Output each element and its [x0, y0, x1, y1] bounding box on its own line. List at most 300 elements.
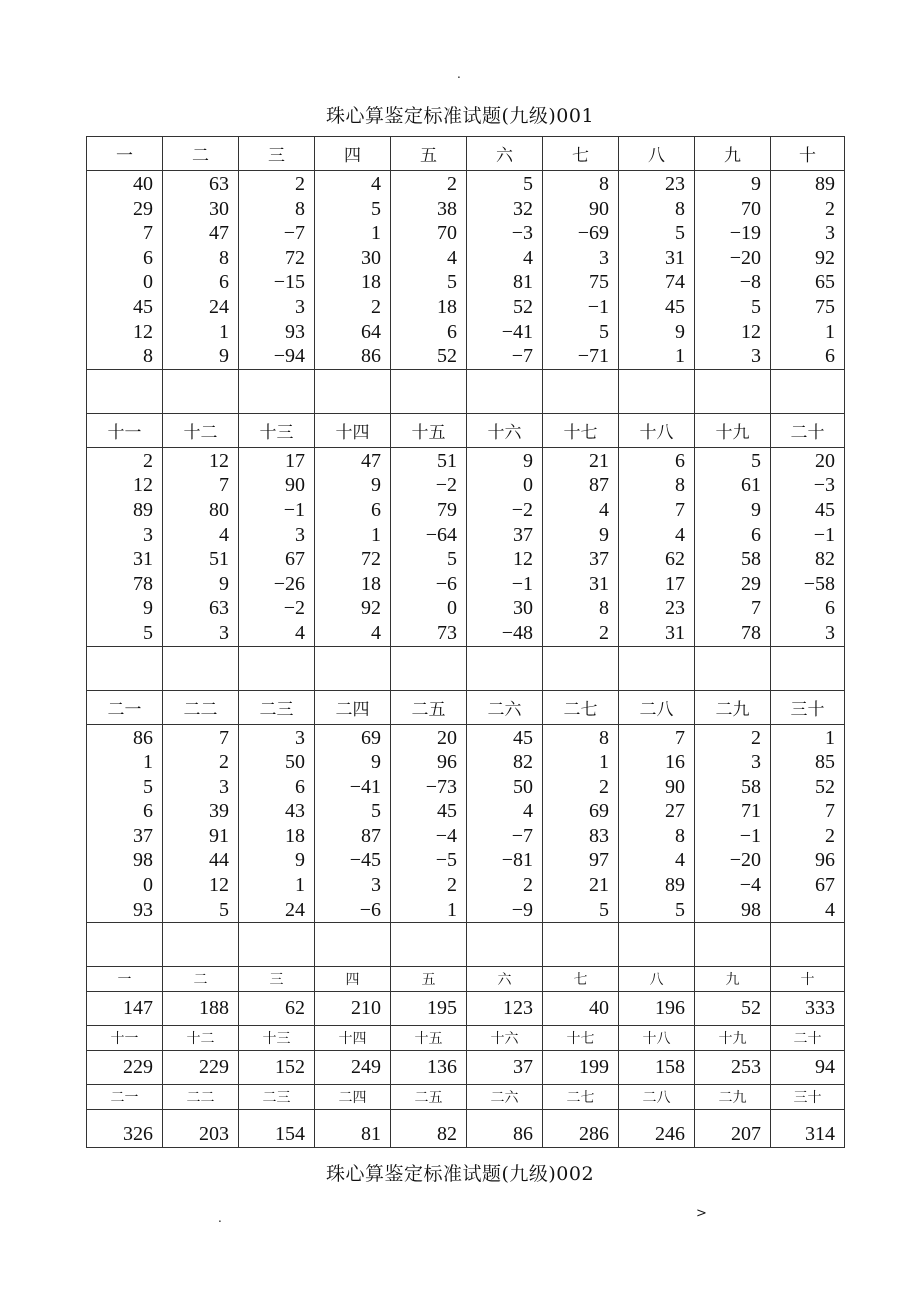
- addend-value: −20: [729, 849, 761, 872]
- addend-value: 4: [523, 800, 533, 823]
- addend-value: 7: [219, 474, 229, 497]
- question-number: 十四: [315, 413, 391, 447]
- question-column: [391, 447, 467, 646]
- addend-value: 9: [751, 173, 761, 195]
- question-column: [619, 447, 695, 646]
- answer-key-number: 五: [391, 967, 467, 992]
- next-test-title: 珠心算鉴定标准试题(九级)002: [325, 1163, 595, 1185]
- answer-key-number: 九: [695, 967, 771, 992]
- answer-blank-cell: [771, 923, 845, 967]
- answer-key-number: 十二: [163, 1026, 239, 1051]
- answer-blank-cell: [239, 923, 315, 967]
- answer-key-value: 333: [771, 992, 845, 1026]
- addend-value: 21: [589, 874, 609, 897]
- answer-key-number: 十六: [467, 1026, 543, 1051]
- addend-value: 3: [599, 246, 609, 269]
- answer-space-row: [87, 923, 845, 967]
- answer-key-value: 195: [391, 992, 467, 1026]
- answer-key-number: 二二: [163, 1085, 239, 1110]
- addend-value: 93: [133, 898, 153, 921]
- addend-value: 9: [675, 320, 685, 343]
- answer-blank-cell: [771, 646, 845, 690]
- addend-value: 98: [133, 849, 153, 872]
- addend-value: 6: [143, 800, 153, 823]
- question-column: [87, 447, 163, 646]
- addend-value: 78: [741, 621, 761, 644]
- answer-key-value: 203: [163, 1110, 239, 1148]
- answer-key-value: 81: [315, 1110, 391, 1148]
- addend-value: 70: [437, 222, 457, 245]
- addend-value: 52: [815, 775, 835, 798]
- footer-dot-mark: .: [218, 1211, 222, 1225]
- answer-blank-cell: [619, 923, 695, 967]
- addend-value: −1: [739, 824, 761, 847]
- addend-value: −58: [803, 572, 835, 595]
- answer-blank-cell: [163, 369, 239, 413]
- question-number: 十五: [391, 413, 467, 447]
- question-number: 二六: [467, 690, 543, 724]
- question-column: [163, 724, 239, 923]
- addend-value: 92: [815, 246, 835, 269]
- addend-value: −48: [501, 621, 533, 644]
- addend-value: 31: [665, 621, 685, 644]
- addend-value: 3: [219, 621, 229, 644]
- addend-value: 5: [447, 548, 457, 571]
- addend-value: 52: [513, 295, 533, 318]
- question-number: 二二: [163, 690, 239, 724]
- addend-value: 2: [143, 449, 153, 472]
- addend-value: 1: [371, 222, 381, 245]
- addend-value: −1: [283, 498, 305, 521]
- answer-key-number: 八: [619, 967, 695, 992]
- addend-value: 1: [447, 898, 457, 921]
- addend-value: 52: [437, 345, 457, 368]
- addend-value: 6: [371, 498, 381, 521]
- addend-value: 5: [675, 898, 685, 921]
- addend-value: 6: [447, 320, 457, 343]
- question-number: 十七: [543, 413, 619, 447]
- addend-value: 47: [209, 222, 229, 245]
- question-column: [87, 724, 163, 923]
- addend-value: 30: [361, 246, 381, 269]
- addend-value: 23: [665, 597, 685, 620]
- addend-value: 6: [675, 449, 685, 472]
- question-number: 三: [239, 137, 315, 171]
- answer-key-values-row: [87, 1051, 845, 1085]
- answer-blank-cell: [619, 369, 695, 413]
- answer-key-value: 86: [467, 1110, 543, 1148]
- addend-value: 72: [361, 548, 381, 571]
- answer-key-value: 210: [315, 992, 391, 1026]
- addend-value: 1: [295, 874, 305, 897]
- answer-blank-cell: [467, 369, 543, 413]
- answer-key-values-row: [87, 1110, 845, 1148]
- answer-key-value: 207: [695, 1110, 771, 1148]
- addend-value: 63: [209, 597, 229, 620]
- addend-value: 97: [589, 849, 609, 872]
- question-number: 六: [467, 137, 543, 171]
- addend-value: 18: [361, 271, 381, 294]
- addend-value: 8: [295, 197, 305, 220]
- addend-value: 9: [751, 498, 761, 521]
- addend-value: 51: [437, 449, 457, 472]
- addend-value: 5: [599, 898, 609, 921]
- addend-value: 32: [513, 197, 533, 220]
- question-number: 十六: [467, 413, 543, 447]
- addend-value: −19: [729, 222, 761, 245]
- answer-blank-cell: [163, 646, 239, 690]
- addend-value: 12: [513, 548, 533, 571]
- answer-key-value: 199: [543, 1051, 619, 1085]
- addend-value: 92: [361, 597, 381, 620]
- addend-value: 9: [599, 523, 609, 546]
- addend-value: 96: [437, 751, 457, 774]
- addend-value: 93: [285, 320, 305, 343]
- addend-value: 86: [133, 726, 153, 749]
- addend-value: 0: [143, 874, 153, 897]
- addend-value: 90: [665, 775, 685, 798]
- addend-value: 39: [209, 800, 229, 823]
- answer-key-number: 十五: [391, 1026, 467, 1051]
- addend-value: 5: [751, 295, 761, 318]
- addend-value: 6: [825, 345, 835, 368]
- answer-key-number: 十: [771, 967, 845, 992]
- answer-key-value: 326: [87, 1110, 163, 1148]
- addend-value: 18: [361, 572, 381, 595]
- answer-key-number: 十九: [695, 1026, 771, 1051]
- addend-value: 91: [209, 824, 229, 847]
- addend-value: 7: [675, 498, 685, 521]
- addend-value: 40: [133, 173, 153, 195]
- question-number: 七: [543, 137, 619, 171]
- addend-value: 50: [285, 751, 305, 774]
- addend-value: 79: [437, 498, 457, 521]
- answer-blank-cell: [467, 923, 543, 967]
- answer-key-value: 188: [163, 992, 239, 1026]
- answer-blank-cell: [87, 369, 163, 413]
- answer-key-number: 二十: [771, 1026, 845, 1051]
- addend-value: 74: [665, 271, 685, 294]
- addend-value: 21: [589, 449, 609, 472]
- addend-value: 85: [815, 751, 835, 774]
- addend-value: 2: [219, 751, 229, 774]
- addend-value: −6: [359, 898, 381, 921]
- addend-value: 45: [665, 295, 685, 318]
- addend-value: −4: [435, 824, 457, 847]
- addend-value: 72: [285, 246, 305, 269]
- addend-value: 64: [361, 320, 381, 343]
- question-number: 二八: [619, 690, 695, 724]
- addend-value: 7: [825, 800, 835, 823]
- answer-key-number: 三十: [771, 1085, 845, 1110]
- addend-value: 9: [143, 597, 153, 620]
- answer-key-number: 二八: [619, 1085, 695, 1110]
- addend-value: 3: [295, 295, 305, 318]
- addend-value: 5: [523, 173, 533, 195]
- addend-value: 69: [589, 800, 609, 823]
- addend-value: 4: [371, 173, 381, 195]
- question-column: [771, 724, 845, 923]
- addend-value: 8: [599, 726, 609, 749]
- addend-value: 4: [825, 898, 835, 921]
- addend-value: 1: [371, 523, 381, 546]
- answer-blank-cell: [543, 923, 619, 967]
- answer-key-value: 82: [391, 1110, 467, 1148]
- answer-blank-cell: [391, 369, 467, 413]
- question-number: 二七: [543, 690, 619, 724]
- answer-key-value: 94: [771, 1051, 845, 1085]
- addend-value: 3: [295, 726, 305, 749]
- addend-value: 5: [447, 271, 457, 294]
- answer-key-header-row: [87, 967, 845, 992]
- addend-value: 30: [209, 197, 229, 220]
- practice-table: [86, 136, 845, 1148]
- addend-value: 3: [825, 621, 835, 644]
- question-column: [695, 724, 771, 923]
- addend-value: 2: [825, 824, 835, 847]
- addend-value: 29: [133, 197, 153, 220]
- addend-value: 20: [437, 726, 457, 749]
- addend-value: 4: [675, 523, 685, 546]
- addend-value: 45: [815, 498, 835, 521]
- addend-value: 12: [209, 874, 229, 897]
- addend-value: 43: [285, 800, 305, 823]
- addend-value: −73: [425, 775, 457, 798]
- addend-value: 0: [523, 474, 533, 497]
- answer-key-number: 六: [467, 967, 543, 992]
- answer-key-number: 二九: [695, 1085, 771, 1110]
- answer-key-number: 二六: [467, 1085, 543, 1110]
- addend-value: 3: [751, 345, 761, 368]
- addend-value: 0: [447, 597, 457, 620]
- question-column: [771, 171, 845, 370]
- question-column: [695, 447, 771, 646]
- addend-value: 82: [815, 548, 835, 571]
- addend-value: −15: [273, 271, 305, 294]
- question-number: 十一: [87, 413, 163, 447]
- question-number: 十八: [619, 413, 695, 447]
- addend-value: 45: [513, 726, 533, 749]
- answer-key-number: 十三: [239, 1026, 315, 1051]
- addend-value: 78: [133, 572, 153, 595]
- addend-value: 90: [589, 197, 609, 220]
- addend-value: 8: [675, 474, 685, 497]
- addend-value: 18: [285, 824, 305, 847]
- addend-value: 0: [143, 271, 153, 294]
- addend-value: 17: [665, 572, 685, 595]
- addend-value: 2: [599, 775, 609, 798]
- addend-value: 58: [741, 548, 761, 571]
- question-number: 十九: [695, 413, 771, 447]
- addend-value: −81: [501, 849, 533, 872]
- addend-value: 2: [447, 874, 457, 897]
- question-number: 二五: [391, 690, 467, 724]
- addend-value: −94: [273, 345, 305, 368]
- addend-value: 9: [371, 474, 381, 497]
- answer-blank-cell: [239, 369, 315, 413]
- addend-value: 9: [295, 849, 305, 872]
- answer-blank-cell: [315, 923, 391, 967]
- answer-key-number: 一: [87, 967, 163, 992]
- addend-value: 5: [371, 800, 381, 823]
- answer-key-value: 136: [391, 1051, 467, 1085]
- answer-key-number: 十四: [315, 1026, 391, 1051]
- addend-value: 63: [209, 173, 229, 195]
- addend-value: 6: [143, 246, 153, 269]
- answer-blank-cell: [695, 369, 771, 413]
- question-column: [695, 171, 771, 370]
- addend-value: 3: [295, 523, 305, 546]
- addend-value: 6: [825, 597, 835, 620]
- question-column: [239, 724, 315, 923]
- addend-value: −7: [283, 222, 305, 245]
- question-number: 十: [771, 137, 845, 171]
- addend-value: −2: [283, 597, 305, 620]
- answer-blank-cell: [695, 923, 771, 967]
- question-column: [543, 447, 619, 646]
- addend-value: 4: [447, 246, 457, 269]
- question-column: [543, 171, 619, 370]
- addend-value: 8: [675, 197, 685, 220]
- answer-blank-cell: [239, 646, 315, 690]
- addend-value: 18: [437, 295, 457, 318]
- answer-key-header-row: [87, 1026, 845, 1051]
- addend-value: 2: [825, 197, 835, 220]
- addend-value: 8: [599, 173, 609, 195]
- answer-key-value: 196: [619, 992, 695, 1026]
- answer-blank-cell: [619, 646, 695, 690]
- addend-value: 44: [209, 849, 229, 872]
- addend-value: 29: [741, 572, 761, 595]
- addend-value: 4: [371, 621, 381, 644]
- question-number: 二: [163, 137, 239, 171]
- question-number: 二九: [695, 690, 771, 724]
- answer-blank-cell: [87, 923, 163, 967]
- addend-value: 8: [219, 246, 229, 269]
- addend-value: 89: [133, 498, 153, 521]
- addend-value: 3: [219, 775, 229, 798]
- addend-value: −64: [425, 523, 457, 546]
- answer-blank-cell: [543, 646, 619, 690]
- answer-key-value: 62: [239, 992, 315, 1026]
- question-column: [315, 724, 391, 923]
- addend-value: 12: [133, 474, 153, 497]
- answer-space-row: [87, 646, 845, 690]
- question-column: [543, 724, 619, 923]
- addend-value: 65: [815, 271, 835, 294]
- addend-value: 4: [523, 246, 533, 269]
- answer-key-value: 152: [239, 1051, 315, 1085]
- addend-value: 5: [143, 621, 153, 644]
- addend-value: 9: [371, 751, 381, 774]
- answer-key-value: 154: [239, 1110, 315, 1148]
- question-column: [239, 171, 315, 370]
- answer-blank-cell: [695, 646, 771, 690]
- addend-value: 2: [447, 173, 457, 195]
- question-column: [619, 171, 695, 370]
- question-number: 五: [391, 137, 467, 171]
- addend-value: −2: [511, 498, 533, 521]
- addend-value: 1: [675, 345, 685, 368]
- answer-key-value: 37: [467, 1051, 543, 1085]
- answer-key-value: 158: [619, 1051, 695, 1085]
- addend-value: −3: [813, 474, 835, 497]
- section-numbers-row: [87, 724, 845, 923]
- addend-value: 37: [589, 548, 609, 571]
- addend-value: −7: [511, 345, 533, 368]
- addend-value: 6: [295, 775, 305, 798]
- question-number: 三十: [771, 690, 845, 724]
- answer-key-number: 二: [163, 967, 239, 992]
- answer-blank-cell: [467, 646, 543, 690]
- answer-key-value: 147: [87, 992, 163, 1026]
- section-header-row: [87, 413, 845, 447]
- addend-value: 24: [209, 295, 229, 318]
- answer-key-number: 二七: [543, 1085, 619, 1110]
- addend-value: 2: [295, 173, 305, 195]
- addend-value: 50: [513, 775, 533, 798]
- question-number: 十三: [239, 413, 315, 447]
- addend-value: −3: [511, 222, 533, 245]
- addend-value: 12: [209, 449, 229, 472]
- answer-blank-cell: [315, 646, 391, 690]
- answer-blank-cell: [391, 923, 467, 967]
- answer-key-number: 十七: [543, 1026, 619, 1051]
- addend-value: 89: [815, 173, 835, 195]
- addend-value: 37: [133, 824, 153, 847]
- addend-value: 4: [599, 498, 609, 521]
- addend-value: 9: [219, 345, 229, 368]
- addend-value: 16: [665, 751, 685, 774]
- addend-value: −45: [349, 849, 381, 872]
- page-title: 珠心算鉴定标准试题(九级)001: [325, 105, 595, 127]
- answer-blank-cell: [87, 646, 163, 690]
- addend-value: 96: [815, 849, 835, 872]
- addend-value: 3: [371, 874, 381, 897]
- top-dot-mark: .: [457, 67, 461, 81]
- addend-value: 6: [751, 523, 761, 546]
- addend-value: 3: [751, 751, 761, 774]
- addend-value: 12: [741, 320, 761, 343]
- answer-key-value: 123: [467, 992, 543, 1026]
- addend-value: 82: [513, 751, 533, 774]
- addend-value: −1: [813, 523, 835, 546]
- addend-value: 2: [371, 295, 381, 318]
- addend-value: 5: [371, 197, 381, 220]
- question-column: [315, 171, 391, 370]
- question-number: 九: [695, 137, 771, 171]
- addend-value: 7: [675, 726, 685, 749]
- question-column: [87, 171, 163, 370]
- question-column: [315, 447, 391, 646]
- addend-value: 5: [751, 449, 761, 472]
- answer-space-row: [87, 369, 845, 413]
- addend-value: 5: [219, 898, 229, 921]
- question-number: 二十: [771, 413, 845, 447]
- addend-value: 2: [599, 621, 609, 644]
- addend-value: 47: [361, 449, 381, 472]
- addend-value: 1: [825, 726, 835, 749]
- addend-value: −41: [349, 775, 381, 798]
- addend-value: 3: [825, 222, 835, 245]
- addend-value: −5: [435, 849, 457, 872]
- answer-key-value: 253: [695, 1051, 771, 1085]
- section-header-row: [87, 690, 845, 724]
- addend-value: 98: [741, 898, 761, 921]
- question-number: 四: [315, 137, 391, 171]
- addend-value: 1: [143, 751, 153, 774]
- answer-key-number: 三: [239, 967, 315, 992]
